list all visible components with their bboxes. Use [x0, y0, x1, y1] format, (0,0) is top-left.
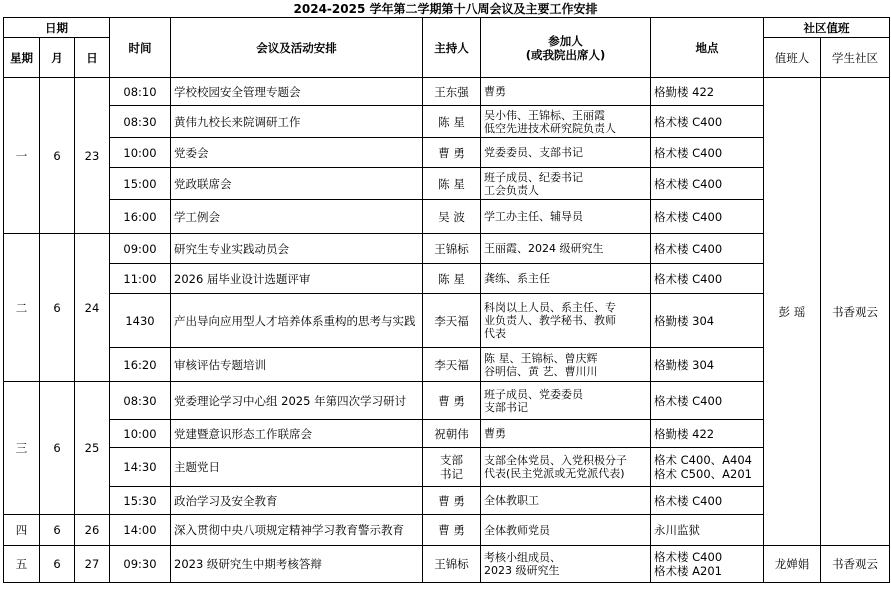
participants-line: 谷明信、黄 艺、曹川川 [484, 364, 598, 378]
table-row [4, 382, 890, 420]
day-day: 26 [75, 515, 110, 546]
participants-line: 龚练、系主任 [484, 272, 550, 285]
participants-line: 科岗以上人员、系主任、专 [484, 301, 616, 314]
event-participants [481, 448, 651, 487]
event-time: 08:30 [110, 106, 171, 138]
event-participants [481, 546, 651, 583]
event-host: 陈 星 [423, 168, 481, 200]
participants-line: 党委委员、支部书记 [484, 146, 583, 159]
duty-person-friday: 龙婵娟 [764, 546, 821, 583]
event-time: 09:00 [110, 234, 171, 264]
table-row [4, 448, 890, 487]
table-row [4, 264, 890, 294]
day-weekday: 一 [4, 78, 40, 234]
event-location [651, 294, 764, 348]
event-host: 王东强 [423, 78, 481, 106]
day-weekday: 四 [4, 515, 40, 546]
event-meeting: 党委会 [171, 138, 423, 168]
location-line: 格勤楼 422 [654, 84, 715, 99]
event-meeting: 产出导向应用型人才培养体系重构的思考与实践 [171, 294, 423, 348]
header-month: 月 [40, 38, 75, 78]
header-participants [481, 18, 651, 78]
event-host: 曹 勇 [423, 138, 481, 168]
location-line: 格勤楼 422 [654, 426, 715, 441]
table-row [4, 515, 890, 546]
participants-line: 低空先进技术研究院负责人 [484, 121, 616, 135]
header-weekday: 星期 [4, 38, 40, 78]
event-host: 祝朝伟 [423, 420, 481, 448]
day-day: 25 [75, 382, 110, 515]
event-host: 王锦标 [423, 234, 481, 264]
participants-line: 王丽霞、2024 级研究生 [484, 242, 604, 255]
header-host: 主持人 [423, 18, 481, 78]
event-host: 陈 星 [423, 264, 481, 294]
header-date: 日期 [4, 18, 110, 38]
day-weekday: 二 [4, 234, 40, 382]
event-host [423, 448, 481, 487]
event-location [651, 487, 764, 515]
event-time: 08:10 [110, 78, 171, 106]
header-community: 学生社区 [821, 38, 890, 78]
location-line: 格术楼 C400 [654, 393, 723, 408]
event-meeting: 2026 届毕业设计选题评审 [171, 264, 423, 294]
table-row [4, 138, 890, 168]
location-line: 格术楼 C400 [654, 176, 723, 191]
event-host: 李天福 [423, 294, 481, 348]
event-location [651, 264, 764, 294]
event-time: 09:30 [110, 546, 171, 583]
event-location [651, 78, 764, 106]
event-time: 10:00 [110, 420, 171, 448]
location-line: 格勤楼 304 [654, 313, 715, 328]
event-participants [481, 382, 651, 420]
event-host: 曹 勇 [423, 382, 481, 420]
participants-line: 学工办主任、辅导员 [484, 210, 583, 223]
event-time: 1430 [110, 294, 171, 348]
event-location [651, 168, 764, 200]
participants-line: 班子成员、纪委书记 [484, 170, 583, 184]
header-day: 日 [75, 38, 110, 78]
duty-community-friday: 书香观云 [821, 546, 890, 583]
event-meeting: 学校校园安全管理专题会 [171, 78, 423, 106]
event-participants [481, 234, 651, 264]
event-location [651, 200, 764, 234]
duty-person: 彭 瑶 [764, 78, 821, 546]
event-participants [481, 420, 651, 448]
event-meeting: 深入贯彻中央八项规定精神学习教育警示教育 [171, 515, 423, 546]
event-meeting: 党委理论学习中心组 2025 年第四次学习研讨 [171, 382, 423, 420]
event-time: 16:00 [110, 200, 171, 234]
event-time: 14:30 [110, 448, 171, 487]
event-host: 吴 波 [423, 200, 481, 234]
day-weekday: 五 [4, 546, 40, 583]
participants-line: 支部全体党员、入党积极分子 [484, 454, 627, 467]
event-participants [481, 515, 651, 546]
table-row [4, 487, 890, 515]
location-line: 格术楼 C400 [654, 493, 723, 508]
event-meeting: 研究生专业实践动员会 [171, 234, 423, 264]
location-line: 格术楼 C400 [654, 271, 723, 286]
event-meeting: 党政联席会 [171, 168, 423, 200]
day-month: 6 [40, 234, 75, 382]
header-participants-line1: 参加人 [548, 33, 583, 48]
day-month: 6 [40, 78, 75, 234]
event-host-line: 支部 [440, 453, 463, 467]
event-time: 11:00 [110, 264, 171, 294]
event-meeting: 2023 级研究生中期考核答辩 [171, 546, 423, 583]
table-row [4, 234, 890, 264]
location-line: 格术 C400、A404 [654, 453, 752, 467]
participants-line: 陈 星、王锦标、曾庆辉 [484, 351, 598, 365]
event-host-line: 书记 [440, 467, 463, 481]
event-time: 14:00 [110, 515, 171, 546]
event-participants [481, 106, 651, 138]
event-location [651, 382, 764, 420]
event-participants [481, 200, 651, 234]
event-host: 王锦标 [423, 546, 481, 583]
header-duty: 社区值班 [764, 18, 890, 38]
header-location: 地点 [651, 18, 764, 78]
header-time: 时间 [110, 18, 171, 78]
table-row [4, 168, 890, 200]
event-participants [481, 138, 651, 168]
participants-line: 代表 [484, 327, 506, 340]
location-line: 格勤楼 304 [654, 357, 715, 372]
event-meeting: 党建暨意识形态工作联席会 [171, 420, 423, 448]
participants-line: 吴小伟、王锦标、王丽霞 [484, 108, 605, 122]
event-participants [481, 487, 651, 515]
event-meeting: 审核评估专题培训 [171, 348, 423, 382]
day-day: 27 [75, 546, 110, 583]
event-meeting: 政治学习及安全教育 [171, 487, 423, 515]
day-day: 24 [75, 234, 110, 382]
day-weekday: 三 [4, 382, 40, 515]
location-line: 永川监狱 [654, 523, 700, 537]
header-participants-line2: (或我院出席人) [525, 47, 606, 62]
page-title: 2024-2025 学年第二学期第十八周会议及主要工作安排 [293, 2, 598, 16]
location-line: 格术楼 A201 [654, 564, 722, 578]
event-location [651, 234, 764, 264]
table-row [4, 420, 890, 448]
location-line: 格术楼 C400 [654, 114, 723, 129]
event-location [651, 348, 764, 382]
table-row [4, 106, 890, 138]
event-host: 曹 勇 [423, 487, 481, 515]
event-meeting: 主题党日 [171, 448, 423, 487]
event-participants [481, 264, 651, 294]
day-month: 6 [40, 546, 75, 583]
participants-line: 班子成员、党委委员 [484, 387, 583, 401]
event-location [651, 106, 764, 138]
participants-line: 2023 级研究生 [484, 564, 560, 577]
event-time: 15:30 [110, 487, 171, 515]
table-row [4, 78, 890, 106]
participants-line: 全体教师党员 [484, 523, 550, 537]
location-line: 格术楼 C400 [654, 209, 723, 224]
location-line: 格术 C500、A201 [654, 467, 752, 481]
location-line: 格术楼 C400 [654, 550, 723, 564]
participants-line: 全体教职工 [484, 494, 539, 507]
participants-line: 曹勇 [484, 427, 506, 440]
day-day: 23 [75, 78, 110, 234]
event-meeting: 黄伟九校长来院调研工作 [171, 106, 423, 138]
table-row [4, 294, 890, 348]
event-participants [481, 78, 651, 106]
event-location [651, 138, 764, 168]
participants-line: 曹勇 [484, 85, 506, 98]
schedule-table [3, 17, 890, 583]
event-location [651, 448, 764, 487]
header-duty-person: 值班人 [764, 38, 821, 78]
participants-line: 支部书记 [484, 400, 528, 414]
event-location [651, 420, 764, 448]
event-participants [481, 294, 651, 348]
event-location [651, 546, 764, 583]
event-time: 15:00 [110, 168, 171, 200]
event-participants [481, 168, 651, 200]
table-row [4, 546, 890, 583]
event-host: 陈 星 [423, 106, 481, 138]
participants-line: 考核小组成员、 [484, 551, 561, 564]
location-line: 格术楼 C400 [654, 145, 723, 160]
table-row [4, 348, 890, 382]
event-meeting: 学工例会 [171, 200, 423, 234]
event-location [651, 515, 764, 546]
duty-community: 书香观云 [821, 78, 890, 546]
location-line: 格术楼 C400 [654, 241, 723, 256]
event-participants [481, 348, 651, 382]
participants-line: 业负责人、教学秘书、教师 [484, 314, 616, 327]
event-host: 李天福 [423, 348, 481, 382]
header-meeting: 会议及活动安排 [171, 18, 423, 78]
event-host: 曹 勇 [423, 515, 481, 546]
table-row [4, 200, 890, 234]
event-time: 10:00 [110, 138, 171, 168]
participants-line: 代表(民主党派或无党派代表) [484, 467, 625, 480]
day-month: 6 [40, 515, 75, 546]
event-time: 08:30 [110, 382, 171, 420]
participants-line: 工会负责人 [484, 183, 539, 197]
event-time: 16:20 [110, 348, 171, 382]
day-month: 6 [40, 382, 75, 515]
